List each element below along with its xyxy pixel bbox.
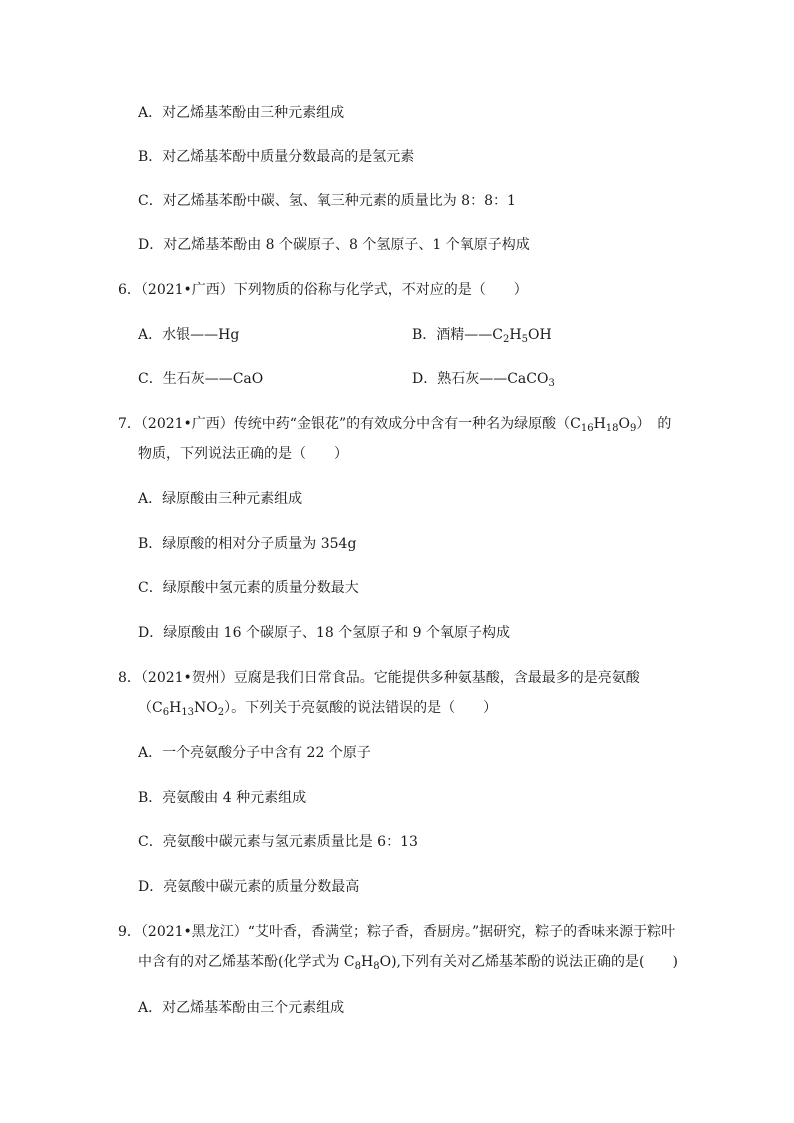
q8-option-a: A．一个亮氨酸分子中含有 22 个原子 <box>138 745 371 761</box>
q7-option-b: B．绿原酸的相对分子质量为 354g <box>138 536 357 552</box>
q7-stem-line1: 7．（2021•广西）传统中药“金银花”的有效成分中含有一种名为绿原酸$(C_{16}H_{18}O_9)$ 的 <box>118 416 672 434</box>
q9-stem-line1: 9．（2021•黑龙江）“艾叶香，香满堂；粽子香，香厨房。”据研究，粽子的香味来源于粽叶 <box>118 924 676 940</box>
q6-option-c: C．生石灰——CaO <box>138 371 264 387</box>
q8-option-d: D．亮氨酸中碳元素的质量分数最高 <box>138 879 360 895</box>
q8-stem-line2: $(C_6H_{13}NO_2)$。下列关于亮氨酸的说法错误的是（ ） <box>138 700 498 718</box>
q6-option-b: B．酒精$——C_2H_5OH$ <box>412 327 552 345</box>
q8-stem-line1: 8．（2021•贺州）豆腐是我们日常食品。它能提供多种氨基酸，含最最多的是亮氨酸 <box>118 670 640 686</box>
q7-option-a: A．绿原酸由三种元素组成 <box>138 491 303 507</box>
q6-option-d: D．熟石灰——CaCO$_3$ <box>412 371 555 389</box>
q7-option-c: C．绿原酸中氢元素的质量分数最大 <box>138 580 359 596</box>
q6-stem: 6．（2021•广西）下列物质的俗称与化学式，不对应的是（ ） <box>118 282 528 298</box>
q8-option-b: B．亮氨酸由 4 种元素组成 <box>138 790 307 806</box>
q6-option-a: A．水银——Hg <box>138 327 240 343</box>
q5-option-d: D．对乙烯基苯酚由 8 个碳原子、8 个氢原子、1 个氧原子构成 <box>138 237 530 253</box>
q7-stem-line2: 物质，下列说法正确的是（ ） <box>138 446 348 462</box>
q9-stem-line2: 中含有的对乙烯基苯酚(化学式为 $C_8H_8O$),下列有关对乙烯基苯酚的说法正确的是( ) <box>138 954 678 972</box>
q5-option-c: C．对乙烯基苯酚中碳、氢、氧三种元素的质量比为 8：8：1 <box>138 193 516 209</box>
q5-option-b: B．对乙烯基苯酚中质量分数最高的是氢元素 <box>138 149 415 165</box>
q8-option-c: C．亮氨酸中碳元素与氢元素质量比是 6：13 <box>138 834 418 850</box>
q9-option-a: A．对乙烯基苯酚由三个元素组成 <box>138 1000 345 1016</box>
q5-option-a: A．对乙烯基苯酚由三种元素组成 <box>138 105 345 121</box>
q7-option-d: D．绿原酸由 16 个碳原子、18 个氢原子和 9 个氧原子构成 <box>138 625 511 641</box>
